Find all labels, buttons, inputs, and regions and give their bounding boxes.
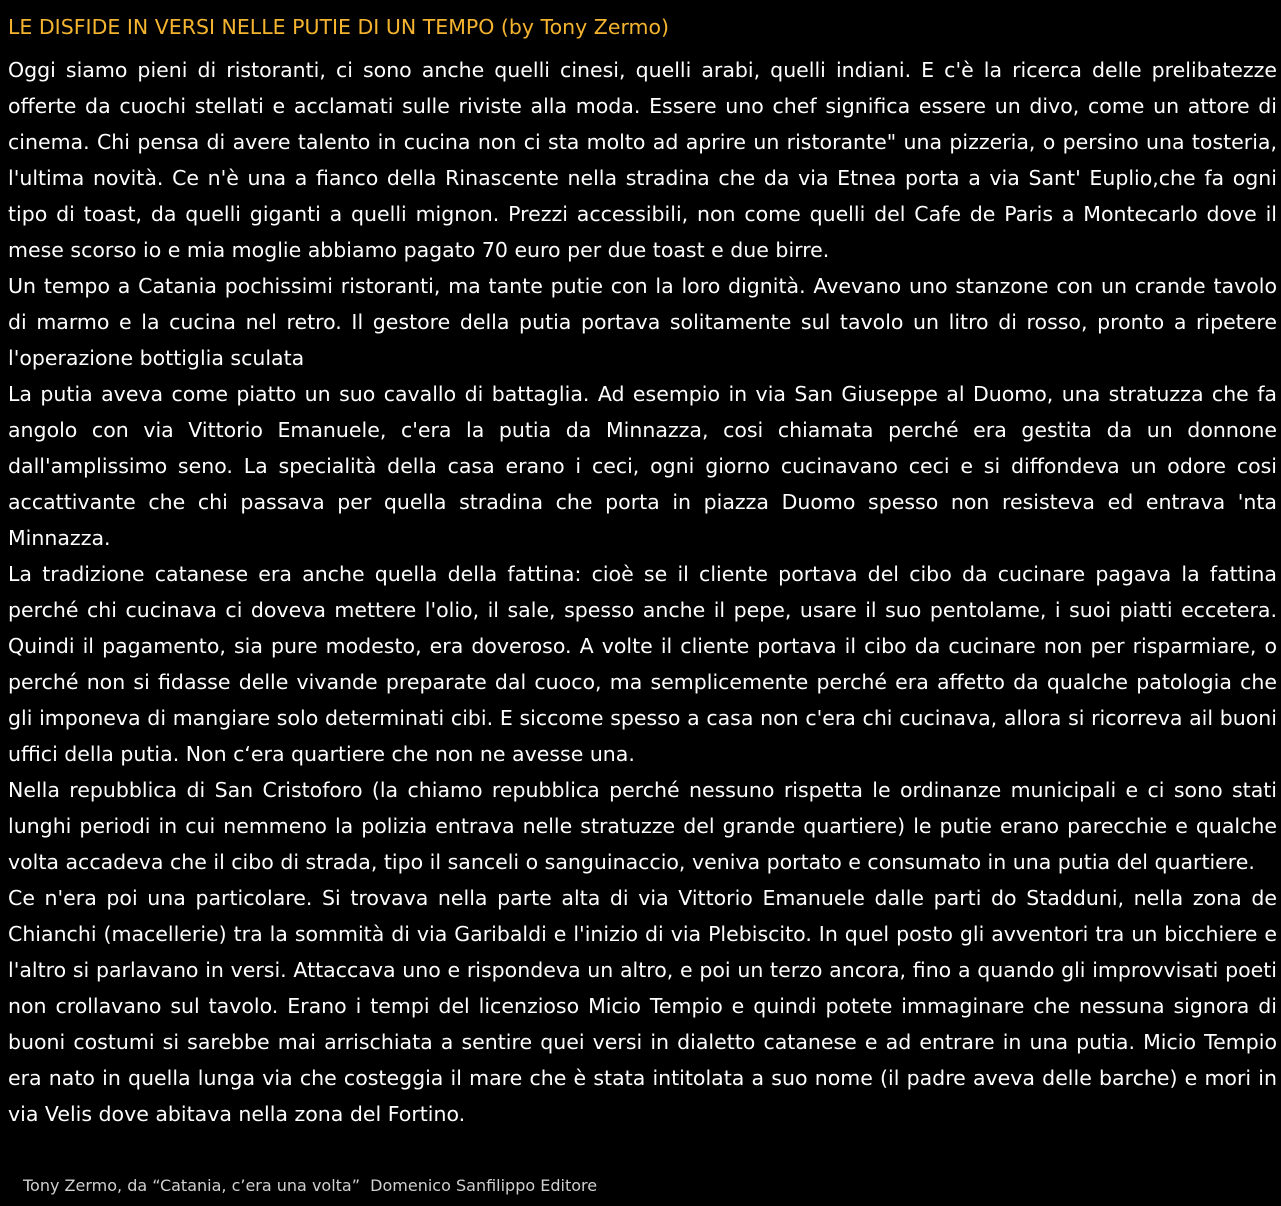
paragraph: La tradizione catanese era anche quella della fattina: cioè se il cliente portava del cibo da cucinare pagava la fattina perché chi cucinava ci doveva mettere l'olio, il sale, spesso anche il pepe, usare il suo pentolame, i suoi piatti eccetera. Quindi il pagamento, sia pure modesto, era doveroso. A volte il cliente portava il cibo da cucinare non per risparmiare, o perché non si fidasse delle vivande preparate dal cuoco, ma semplicemente perché era affetto da qualche patologia che gli imponeva di mangiare solo determinati cibi. E siccome spesso a casa non c'era chi cucinava, allora si ricorreva ail buoni uffici della putia. Non c‘era quartiere che non ne avesse una. [8,562,1277,766]
article-title: LE DISFIDE IN VERSI NELLE PUTIE DI UN TEMPO (by Tony Zermo) [8,15,670,39]
paragraph: Un tempo a Catania pochissimi ristoranti, ma tante putie con la loro dignità. Avevano uno stanzone con un crande tavolo di marmo e la cucina nel retro. Il gestore della putia portava solitamente sul tavolo un litro di rosso, pronto a ripetere l'operazione bottiglia sculata [8,274,1277,370]
paragraph: Ce n'era poi una particolare. Si trovava nella parte alta di via Vittorio Emanuele dalle parti do Stadduni, nella zona de Chianchi (macellerie) tra la sommità di via Garibaldi e l'inizio di via Plebiscito. In quel posto gli avventori tra un bicchiere e l'altro si parlavano in versi. Attaccava uno e rispondeva un altro, e poi un terzo ancora, fino a quando gli improvvisati poeti non crollavano sul tavolo. Erano i tempi del licenzioso Micio Tempio e quindi potete immaginare che nessuna signora di buoni costumi si sarebbe mai arrischiata a sentire quei versi in dialetto catanese e ad entrare in una putia. Micio Tempio era nato in quella lunga via che costeggia il mare che è stata intitolata a suo nome (il padre aveva delle barche) e mori in via Velis dove abitava nella zona del Fortino. [8,886,1277,1126]
paragraph: Oggi siamo pieni di ristoranti, ci sono anche quelli cinesi, quelli arabi, quelli indiani. E c'è la ricerca delle prelibatezze offerte da cuochi stellati e acclamati sulle riviste alla moda. Essere uno chef significa essere un divo, come un attore di cinema. Chi pensa di avere talento in cucina non ci sta molto ad aprire un ristorante" una pizzeria, o persino una tosteria, l'ultima novità. Ce n'è una a fianco della Rinascente nella stradina che da via Etnea porta a via Sant' Euplio,che fa ogni tipo di toast, da quelli giganti a quelli mignon. Prezzi accessibili, non come quelli del Cafe de Paris a Montecarlo dove il mese scorso io e mia moglie abbiamo pagato 70 euro per due toast e due birre. [8,58,1277,262]
article-body [8,52,1277,1132]
source-credit: Tony Zermo, da “Catania, c’era una volta” Domenico Sanfilippo Editore [23,1176,598,1195]
paragraph: Nella repubblica di San Cristoforo (la chiamo repubblica perché nessuno rispetta le ordinanze municipali e ci sono stati lunghi periodi in cui nemmeno la polizia entrava nelle stratuzze del grande quartiere) le putie erano parecchie e qualche volta accadeva che il cibo di strada, tipo il sanceli o sanguinaccio, veniva portato e consumato in una putia del quartiere. [8,778,1277,874]
paragraph: La putia aveva come piatto un suo cavallo di battaglia. Ad esempio in via San Giuseppe al Duomo, una stratuzza che fa angolo con via Vittorio Emanuele, c'era la putia da Minnazza, cosi chiamata perché era gestita da un donnone dall'amplissimo seno. La specialità della casa erano i ceci, ogni giorno cucinavano ceci e si diffondeva un odore cosi accattivante che chi passava per quella stradina che porta in piazza Duomo spesso non resisteva ed entrava 'nta Minnazza. [8,382,1277,550]
